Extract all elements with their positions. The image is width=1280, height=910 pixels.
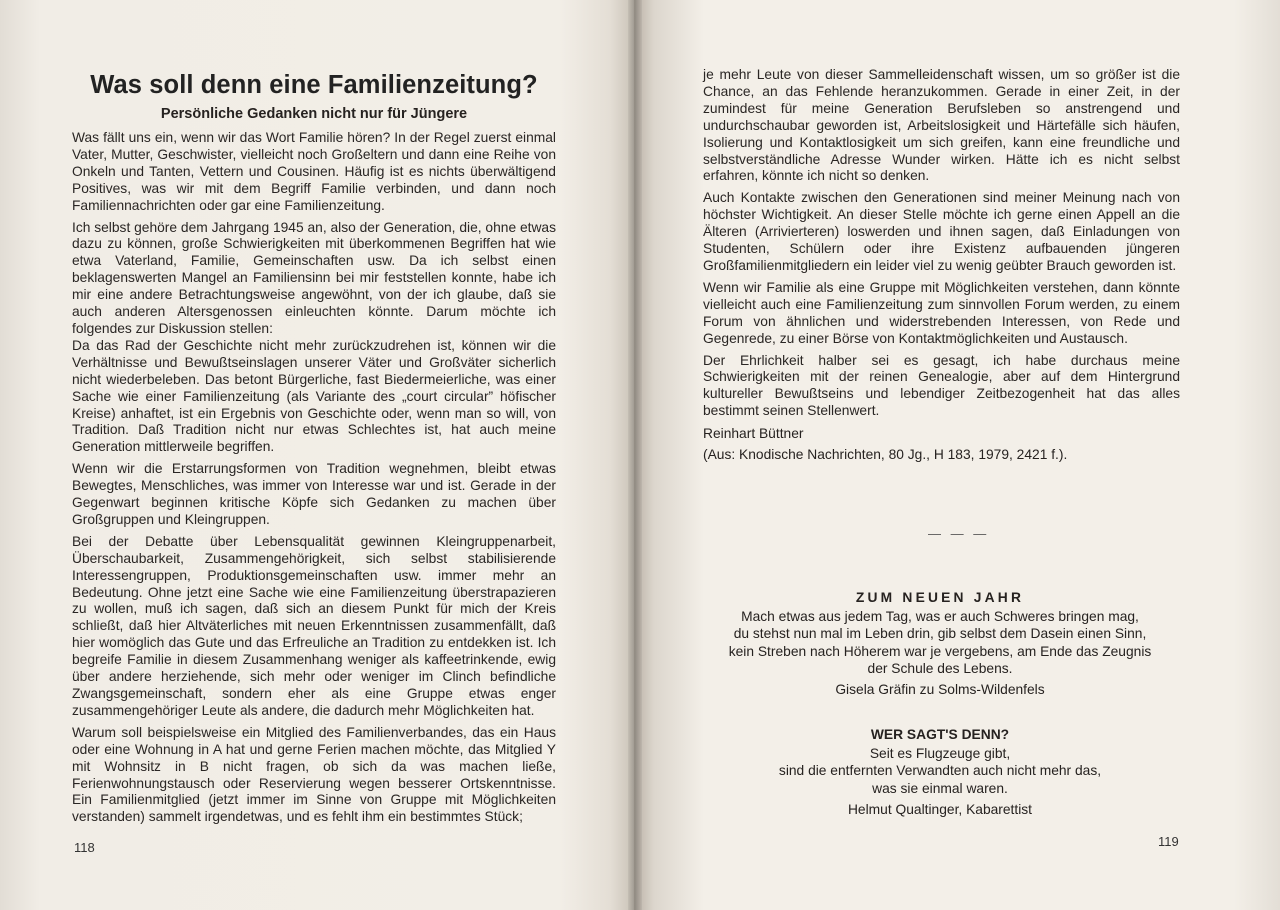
- poem-line: was sie einmal waren.: [872, 780, 1008, 796]
- article-author: Reinhart Büttner: [703, 426, 804, 442]
- paragraph: Ich selbst gehöre dem Jahrgang 1945 an, also der Generation, die, ohne etwas dazu zu können, große Schwierigkeiten mit überkommenen Begriffen hat wie etwa Vaterland, Familie, Gemeinschaften usw. Da ich selbst einen beklagenswerten Mangel an Familiensinn bei mir feststellen konnte, habe ich mir eine andere Betrachtungsweise angewöhnt, von der ich glaube, daß sie auch anderen Altersgenossen einleuchten könnte. Darum möchte ich folgendes zur Diskussion stellen:: [72, 219, 556, 336]
- section-separator: — — —: [928, 526, 990, 541]
- paragraph: je mehr Leute von dieser Sammelleidenschaft wissen, um so größer ist die Chance, an das Fehlende heranzukommen. Gerade in einer Zeit, in der zumindest für meine Generation Berufsleben so anstrengend und undurchschaubar geworden ist, Arbeitslosigkeit und Härtefälle sich häufen, Isolierung und Kontaktlosigkeit um sich greifen, kann eine freundliche und selbstverständliche Adresse Wunder wirken. Hätte ich es nicht selbst erfahren, könnte ich nicht so denken.: [703, 67, 1180, 184]
- paragraph: Auch Kontakte zwischen den Generationen sind meiner Meinung nach von höchster Wichtigkeit. An dieser Stelle möchte ich gerne einen Appell an die Älteren (Arrivierteren) loswerden und ihnen sagen, daß Einladungen von Studenten, Schülern oder ihre Existenz aufbauenden jüngeren Großfamilienmitgliedern ein leider viel zu wenig geübter Brauch geworden ist.: [703, 190, 1180, 273]
- poem-line: du stehst nun mal im Leben drin, gib selbst dem Dasein einen Sinn,: [733, 626, 1147, 642]
- paragraph: Was fällt uns ein, wenn wir das Wort Familie hören? In der Regel zuerst einmal Vater, Mutter, Geschwister, vielleicht noch Großeltern und dann eine Reihe von Onkeln und Tanten, Vettern und Cousinen. Häufig ist es nichts überwältigend Positives, was wir mit dem Begriff Familie verbinden, und dann noch Familiennachrichten oder gar eine Familienzeitung.: [72, 130, 556, 213]
- article-title: Was soll denn eine Familienzeitung?: [90, 71, 538, 99]
- poem-heading: ZUM NEUEN JAHR: [855, 590, 1025, 605]
- right-body: [703, 67, 1180, 420]
- paragraph: Bei der Debatte über Lebensqualität gewinnen Kleingruppenarbeit, Überschaubarkeit, Zusammengehörigkeit, sich selbst stabilisierende Interessengruppen, Produktionsgemeinschaften usw. immer mehr an Bedeutung. Ohne jetzt eine Sache wie eine Familienzeitung überstrapazieren zu wollen, muß ich sagen, daß sich an diesem Punkt für mich der Kreis schließt, daß hier Altväterliches mit neuen Erkenntnissen zusammenfällt, daß hier womöglich das Gute und das Erfreuliche an Tradition zu entdekken ist. Ich begreife Familie in diesem Zusammenhang weniger als kaffeetrinkende, ewig über andere herziehende, sich mehr oder weniger im Clinch befindliche Zwangsgemeinschaft, sondern eher als eine Gruppe etwas enger zusammengehöriger Leute als andere, die dadurch mehr Möglichkeiten hat.: [72, 533, 556, 718]
- poem-heading: WER SAGT'S DENN?: [870, 727, 1010, 742]
- paragraph: Der Ehrlichkeit halber sei es gesagt, ich habe durchaus meine Schwierigkeiten mit der reinen Genealogie, aber auf dem Hintergrund kultureller Bewußtseins und lebendiger Zeitbezogenheit hat das alles bestimmt seinen Stellenwert.: [703, 352, 1180, 419]
- poem-author: Gisela Gräfin zu Solms-Wildenfels: [835, 682, 1045, 698]
- poem-line: sind die entfernten Verwandten auch nicht mehr das,: [778, 763, 1102, 779]
- paragraph: Wenn wir die Erstarrungsformen von Tradition wegnehmen, bleibt etwas Bewegtes, Menschliches, was immer von Interesse war und ist. Gerade in der Gegenwart beginnen kritische Köpfe sich Gedanken zu machen über Großgruppen und Kleingruppen.: [72, 461, 556, 527]
- poem-line: der Schule des Lebens.: [867, 660, 1013, 676]
- poem-line: Mach etwas aus jedem Tag, was er auch Schweres bringen mag,: [741, 609, 1139, 625]
- paragraph: Wenn wir Familie als eine Gruppe mit Möglichkeiten verstehen, dann könnte vielleicht auch eine Familienzeitung zum sinnvollen Forum werden, zu einem Forum von ähnlichen und widerstrebenden Interessen, von Rede und Gegenrede, zu einer Börse von Kontaktmöglichkeiten und Austausch.: [703, 279, 1180, 346]
- poem-line: kein Streben nach Höherem war je vergebens, am Ende das Zeugnis: [728, 643, 1152, 659]
- left-article: [72, 68, 556, 831]
- book-gutter: [628, 0, 642, 910]
- paragraph: Warum soll beispielsweise ein Mitglied des Familienverbandes, das ein Haus oder eine Wohnung in A hat und gerne Ferien machen möchte, das Mitglied Y mit Wohnsitz in B nicht fragen, ob sich da was machen ließe, Ferienwohnungstausch oder Reservierung wegen besserer Ortskenntnisse. Ein Familienmitglied (jetzt immer im Sinne von Gruppe mit Möglichkeiten verstanden) sammelt irgendetwas, und es fehlt ihm ein bestimmtes Stück;: [72, 724, 556, 825]
- article-subtitle: Persönliche Gedanken nicht nur für Jüngere: [160, 106, 468, 122]
- article-source: (Aus: Knodische Nachrichten, 80 Jg., H 183, 1979, 2421 f.).: [703, 447, 1068, 463]
- right-article: [703, 67, 1180, 463]
- paragraph: Da das Rad der Geschichte nicht mehr zurückzudrehen ist, können wir die Verhältnisse und Bewußtseinslagen unserer Väter und Großväter sicherlich nicht wiederbeleben. Das betont Bürgerliche, fast Biedermeierliche, was einer Sache wie einer Familienzeitung (als Variante des „court circular” höfischer Kreise) anhaftet, ist ein Ergebnis von Geschichte oder, wenn man so will, von Tradition. Daß Tradition nicht nur etwas Schlechtes ist, hat auch meine Generation mittlerweile begriffen.: [72, 337, 556, 455]
- poem-new-year: [700, 589, 1180, 698]
- poem-author: Helmut Qualtinger, Kabarettist: [847, 801, 1033, 817]
- left-page: [0, 0, 634, 910]
- page-number-left: 118: [74, 840, 95, 855]
- poem-wer-sagts: [700, 726, 1180, 818]
- left-body: [72, 130, 556, 826]
- page-number-right: 119: [1158, 834, 1179, 849]
- poem-line: Seit es Flugzeuge gibt,: [869, 746, 1011, 762]
